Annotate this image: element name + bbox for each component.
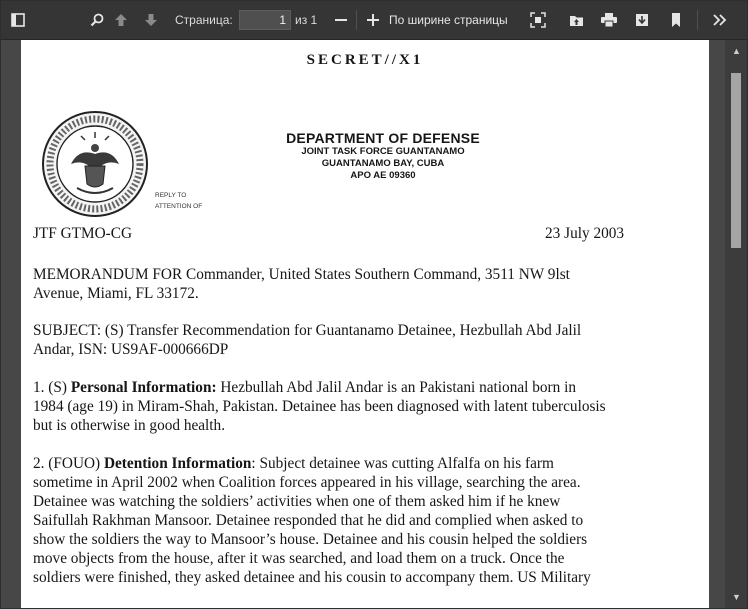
document-viewport[interactable]: [1, 40, 725, 608]
bookmark-button[interactable]: [665, 1, 687, 39]
paragraph-2-line: soldiers were finished, they asked detainee and his cousin to accompany them. US Military: [33, 569, 591, 586]
header-line: APO AE 09360: [350, 170, 416, 181]
subject-line: SUBJECT: (S) Transfer Recommendation for Guantanamo Detainee, Hezbullah Abd Jalil: [33, 322, 582, 339]
find-button[interactable]: [85, 1, 109, 39]
search-icon: [90, 13, 104, 27]
bookmark-icon: [671, 13, 681, 27]
sidebar-toggle-button[interactable]: [5, 1, 31, 39]
memo-for-line: MEMORANDUM FOR Commander, United States Southern Command, 3511 NW 9lst: [33, 266, 570, 283]
scroll-down-icon[interactable]: ▼: [732, 592, 741, 602]
attention-of-label: ATTENTION OF: [155, 203, 203, 210]
zoom-out-icon: [335, 14, 347, 26]
paragraph-1-line: [33, 378, 701, 397]
paragraph-2-line: move objects from the house, after it was searched, and load them on a truck. Once the: [33, 550, 565, 567]
paragraph-text: Hezbullah Abd Jalil Andar is an Pakistani national born in: [216, 379, 576, 396]
print-icon: [601, 13, 617, 27]
sidebar-toggle-icon: [11, 13, 25, 27]
zoom-out-button[interactable]: [331, 1, 351, 39]
next-page-button[interactable]: [141, 1, 161, 39]
paragraph-text: : Subject detainee was cutting Alfalfa on his farm: [251, 455, 554, 472]
office-symbol: JTF GTMO-CG: [33, 225, 133, 242]
paragraph-2-line: Saifullah Rakhman Mansoor. Detainee responded that he did and complied when asked to: [33, 512, 584, 529]
presentation-mode-button[interactable]: [527, 1, 549, 39]
scroll-up-icon[interactable]: ▲: [732, 46, 741, 56]
open-file-button[interactable]: [565, 1, 587, 39]
subject-line: Andar, ISN: US9AF-000666DP: [33, 341, 229, 358]
paragraph-number: 2. (FOUO): [33, 455, 104, 472]
paragraph-2-line: [33, 454, 701, 473]
toolbar-separator: [356, 10, 357, 30]
memo-for-line: Avenue, Miami, FL 33172.: [33, 285, 199, 302]
zoom-select-value: По ширине страницы: [389, 13, 508, 27]
more-tools-icon: [713, 14, 727, 26]
paragraph-heading: Detention Information: [103, 455, 252, 472]
zoom-in-icon: [367, 14, 379, 26]
page-count: из 1: [295, 13, 318, 27]
paragraph-1-line: 1984 (age 19) in Miram-Shah, Pakistan. Detainee has been diagnosed with latent tuberculosis: [33, 398, 606, 415]
header-line: JOINT TASK FORCE GUANTANAMO: [301, 146, 465, 157]
toolbar: [1, 1, 747, 40]
reply-to-label: REPLY TO: [155, 192, 187, 199]
header-line: GUANTANAMO BAY, CUBA: [321, 158, 445, 169]
presentation-mode-icon: [530, 12, 546, 28]
download-icon: [635, 13, 649, 27]
page-label: Страница:: [175, 13, 233, 27]
memo-date: 23 July 2003: [545, 225, 625, 242]
more-tools-button[interactable]: [705, 1, 735, 39]
paragraph-2-line: Detainee was watching the soldiers’ activities when one of them asked him if he knew: [33, 493, 561, 510]
vertical-scrollbar[interactable]: [725, 40, 747, 608]
previous-page-button[interactable]: [111, 1, 131, 39]
paragraph-2-line: show the soldiers the way to Mansoor’s house. Detainee and his cousin helped the soldiers: [33, 531, 588, 548]
next-page-icon: [144, 13, 158, 27]
zoom-select[interactable]: [389, 10, 519, 30]
dod-header-title: DEPARTMENT OF DEFENSE: [286, 130, 480, 146]
print-button[interactable]: [597, 1, 621, 39]
classification-marking: SECRET//X1: [306, 52, 424, 68]
dod-seal-logo: [41, 110, 149, 223]
page-number-input[interactable]: 1: [239, 10, 291, 30]
open-file-icon: [569, 13, 584, 27]
scrollbar-thumb[interactable]: [731, 73, 741, 248]
paragraph-2-line: sometime in April 2002 when Coalition forces appeared in his village, searching the area.: [33, 474, 581, 491]
toolbar-separator: [697, 10, 698, 30]
zoom-in-button[interactable]: [363, 1, 383, 39]
paragraph-number: 1. (S): [33, 379, 71, 396]
download-button[interactable]: [631, 1, 653, 39]
paragraph-1-line: but is otherwise in good health.: [33, 417, 226, 434]
paragraph-heading: Personal Information:: [70, 379, 217, 396]
pdf-page: [21, 40, 709, 608]
previous-page-icon: [114, 13, 128, 27]
